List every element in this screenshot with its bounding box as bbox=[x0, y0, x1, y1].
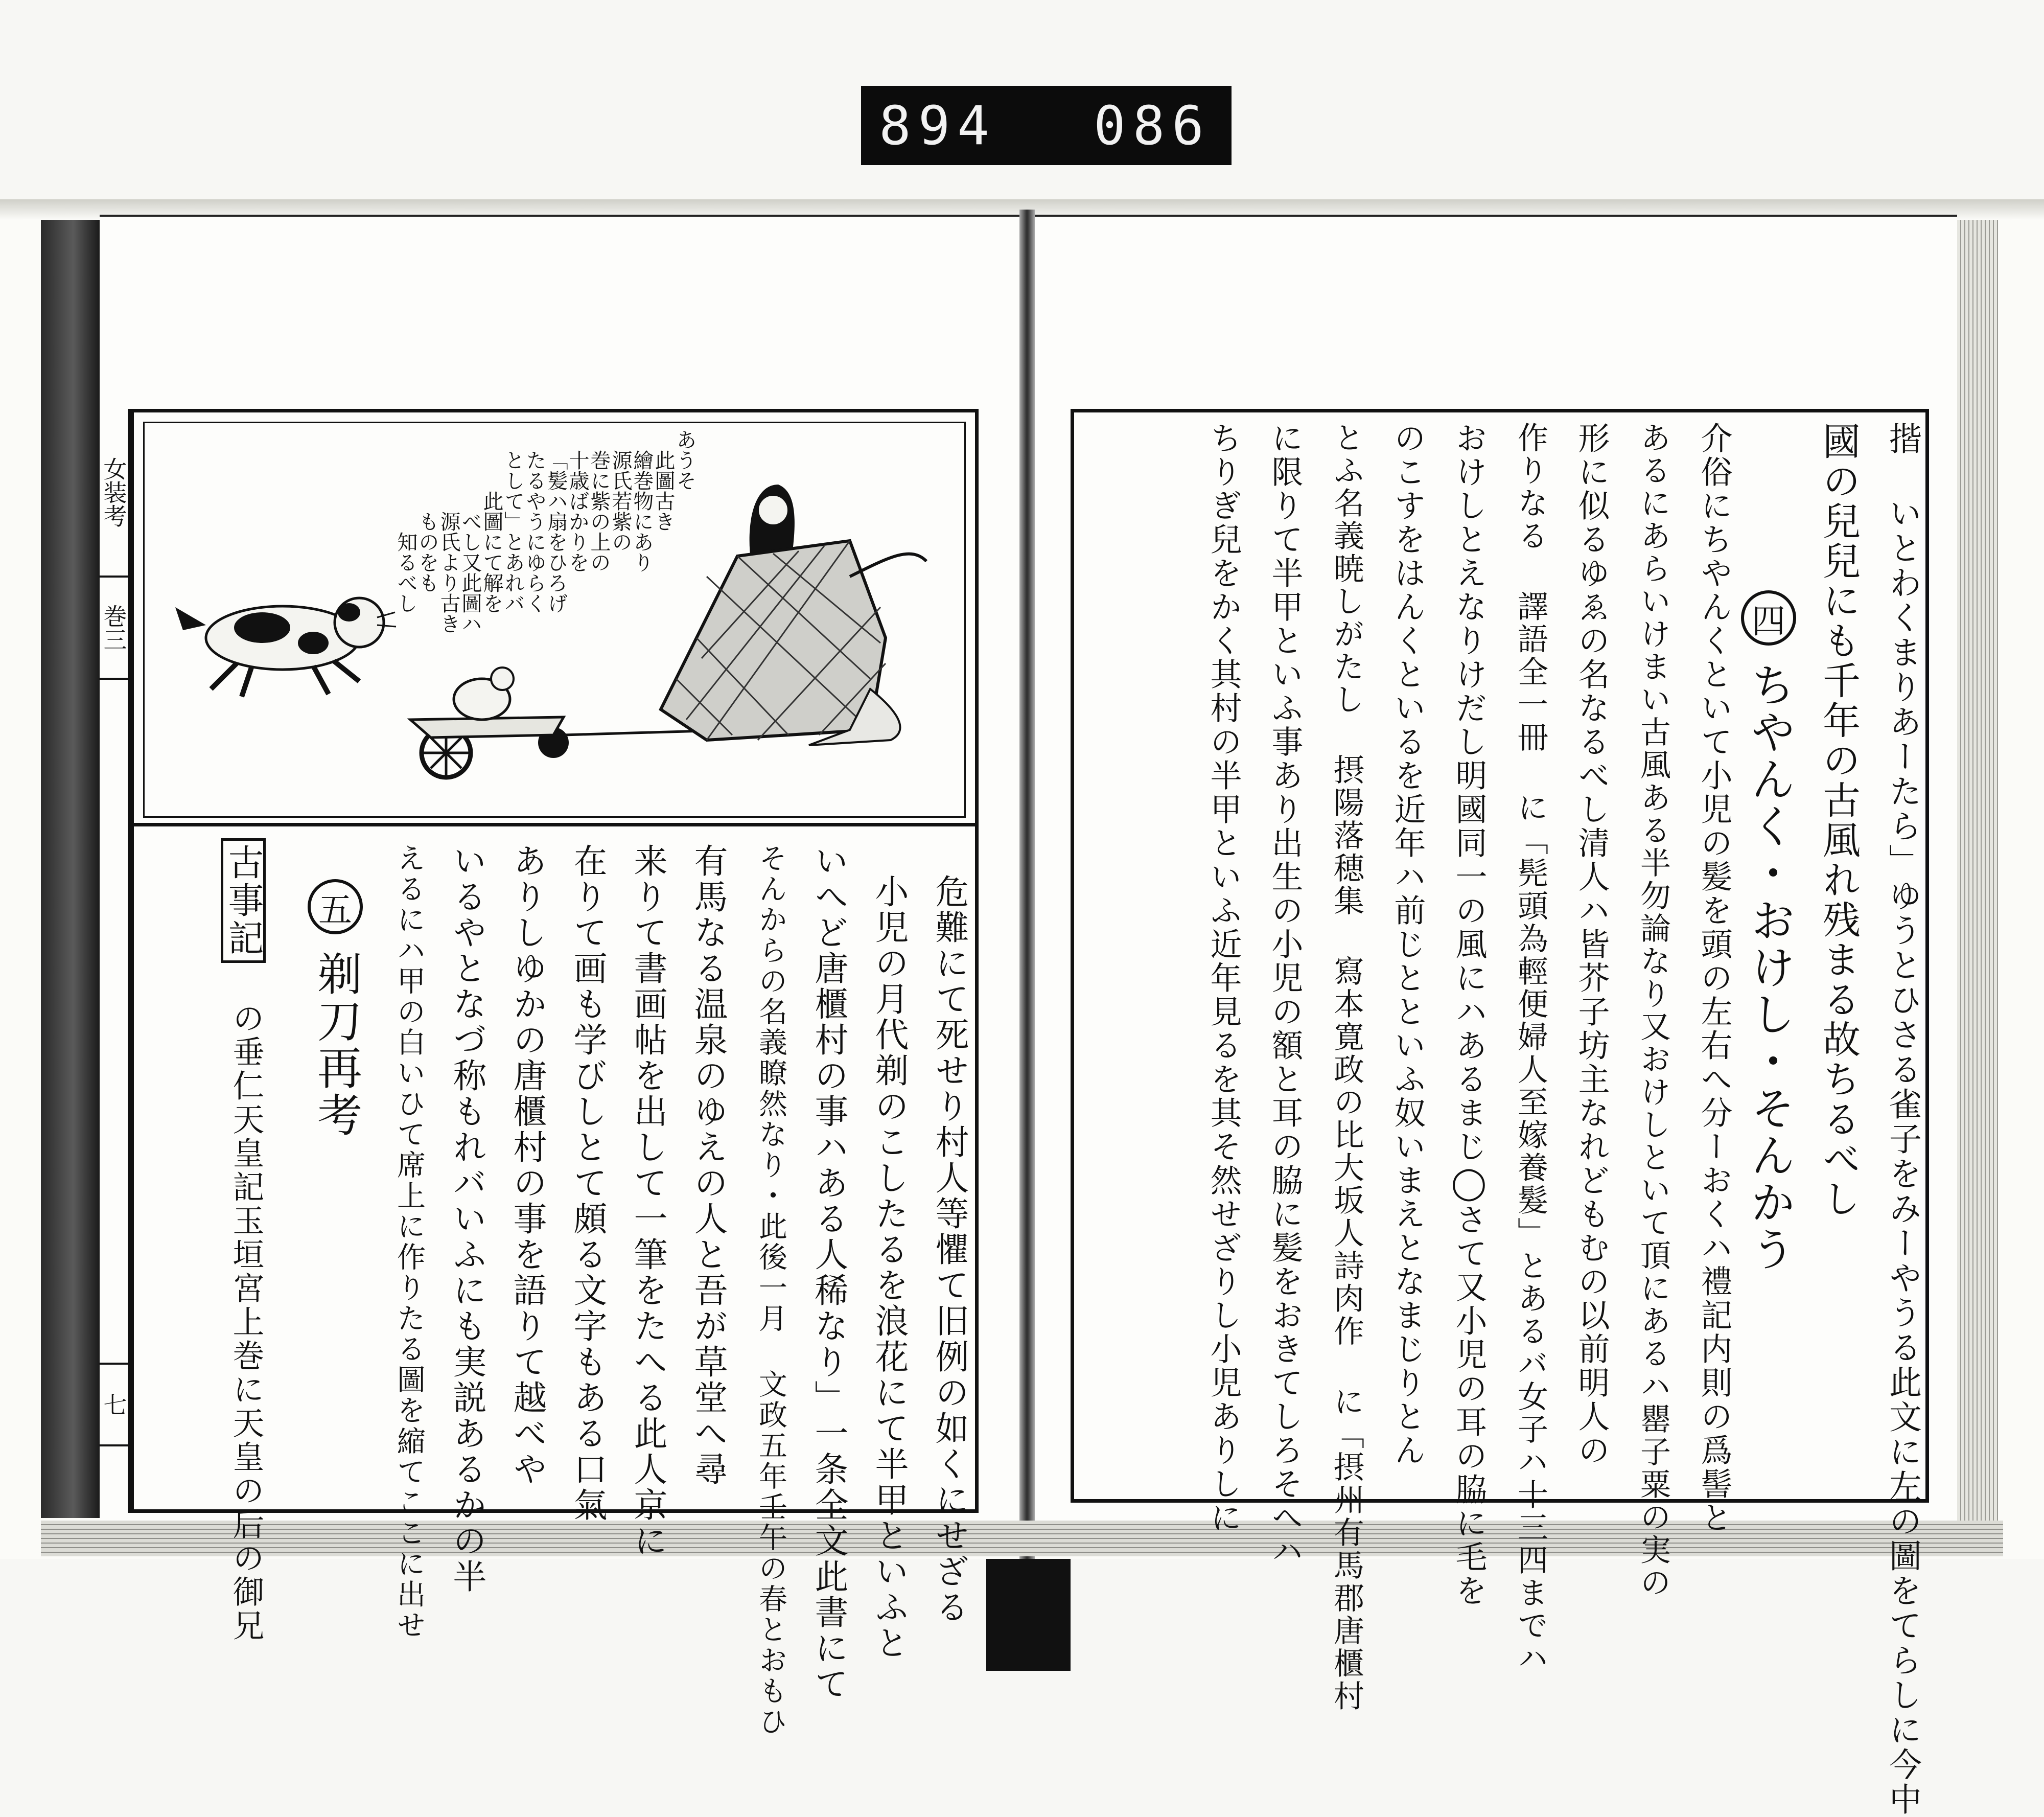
text-column: おけしとえなりけだし明國同一の風にハあるまじ◯さて又小児の耳の脇に毛を bbox=[1450, 422, 1488, 1608]
margin-volume: 巻三 bbox=[100, 578, 130, 680]
caption-line: あうそ bbox=[673, 429, 696, 491]
text-column: とふ名義暁しがたし 摂陽落穂集 寫本寛政の比大坂人詩肉作 に「摂州有馬郡唐櫃村 bbox=[1329, 422, 1364, 1713]
text-column: 小児の月代剃のこしたるを浪花にて半甲といふと bbox=[869, 874, 909, 1661]
page-stack-edge bbox=[1957, 220, 1998, 1549]
text-column: 有馬なる温泉のゆえの人と吾が草堂へ尋 bbox=[688, 843, 728, 1487]
text-column: 在りて画も学びしとて頗る文字もある口氣 bbox=[568, 843, 607, 1523]
section-five-title: 剃刀再考 bbox=[310, 951, 363, 1139]
caption-line: 源氏若紫の bbox=[609, 450, 632, 552]
caption-line: として」とあれバ bbox=[501, 450, 525, 613]
text-column: いるやとなづ称もれバいふにも実説あるかの半 bbox=[447, 843, 486, 1595]
text-column: のこすをはんくといるを近年ハ前じとといふ奴いまえとなまじりとん bbox=[1389, 422, 1426, 1467]
caption-line: べし又此圖ハ bbox=[458, 511, 482, 634]
dog-figure bbox=[175, 598, 396, 697]
reel-number-right: 086 bbox=[1094, 94, 1211, 157]
left-page-text bbox=[138, 833, 971, 1737]
text-column: の垂仁天皇記玉垣宮上巻に天皇の后の御兄 bbox=[227, 1002, 265, 1643]
text-column: いへど唐櫃村の事ハある人稀なり」一条全文此書にて bbox=[809, 843, 848, 1702]
illustration-caption-block bbox=[368, 429, 695, 716]
text-column: 来りて書画帖を出して一筆をたへる此人京に bbox=[628, 843, 667, 1559]
section-four-title: ちやんく・おけし・そんかう bbox=[1744, 662, 1796, 1273]
text-column: 形に似るゆゑの名なるべし清人ハ皆芥子坊主なれどもむの以前明人の bbox=[1573, 422, 1610, 1467]
left-cover-edge bbox=[41, 220, 100, 1518]
margin-page-number: 七 bbox=[100, 1365, 130, 1446]
book-gutter bbox=[1019, 210, 1035, 1559]
caption-line: ものをも bbox=[415, 511, 439, 593]
margin-blank bbox=[100, 680, 130, 1365]
kojiki-source-box: 古事記 bbox=[221, 838, 266, 963]
margin-title: 女装考 bbox=[100, 409, 130, 578]
caption-line: 此圖にて解を bbox=[480, 491, 503, 613]
text-column: あるにあらいけまい古風ある半勿論なり又おけしといて頂にあるハ罌子粟の実の bbox=[1635, 422, 1671, 1599]
text-column: に限りて半甲といふ事あり出生の小児の額と耳の脇に髪をおきてしろそへハ bbox=[1266, 422, 1304, 1569]
reel-number-left: 894 bbox=[879, 94, 996, 157]
text-column: 危難にて死せり村人等懼て旧例の如くにせざる bbox=[930, 874, 969, 1625]
caption-line: 源氏より古き bbox=[437, 511, 460, 634]
margin-foot bbox=[100, 1446, 130, 1513]
caption-line: 巻に紫の上の bbox=[587, 450, 611, 572]
text-column: ちりぎ兒をかく其村の半甲といふ近年見るを其そ然せざりし小児ありしに bbox=[1205, 422, 1242, 1535]
section-five-number: 五 bbox=[308, 879, 363, 934]
text-column: 揩 いとわくまりあーたら」ゆうとひさる雀子をみーやうる此文に左の圖をてらしに今中 bbox=[1884, 422, 1921, 1817]
caption-line: 此圖古き bbox=[652, 450, 675, 532]
girl-figure bbox=[661, 485, 926, 745]
gutter-binding-block bbox=[986, 1559, 1071, 1671]
caption-line: 繪巻物にあり bbox=[630, 450, 654, 572]
caption-line: 知るべし bbox=[394, 532, 417, 613]
caption-line: 「髪ハ扇をひろげ bbox=[544, 450, 568, 613]
text-column: 國の兒兒にも千年の古風れ残まる故ちるべし bbox=[1817, 422, 1861, 1219]
text-column: ありしゆかの唐櫃村の事を語りて越べや bbox=[507, 843, 547, 1487]
reel-label bbox=[861, 86, 1232, 165]
caption-line: 十歳ばかりを bbox=[566, 450, 589, 572]
text-column: 介俗にちやんくといて小児の髪を頭の左右へ分ーおくハ禮記内則の爲髻と bbox=[1695, 422, 1733, 1535]
text-column: えるにハ甲の白いひて席上に作りたる圖を縮てここに出せ bbox=[392, 843, 426, 1641]
text-column: 作りなる 譯語全一冊 に「髡頭為輕便婦人至嫁養髮」とあるバ女子ハ十三四までハ bbox=[1513, 422, 1548, 1675]
right-page-text bbox=[1078, 417, 1924, 1817]
caption-line: たるやうにゆらく bbox=[523, 450, 546, 613]
margin-column bbox=[100, 409, 130, 1513]
text-column: そんからの名義瞭然なり・此後一月 文政五年壬午の春とおもひ bbox=[754, 843, 787, 1737]
section-four-number: 四 bbox=[1741, 590, 1796, 646]
